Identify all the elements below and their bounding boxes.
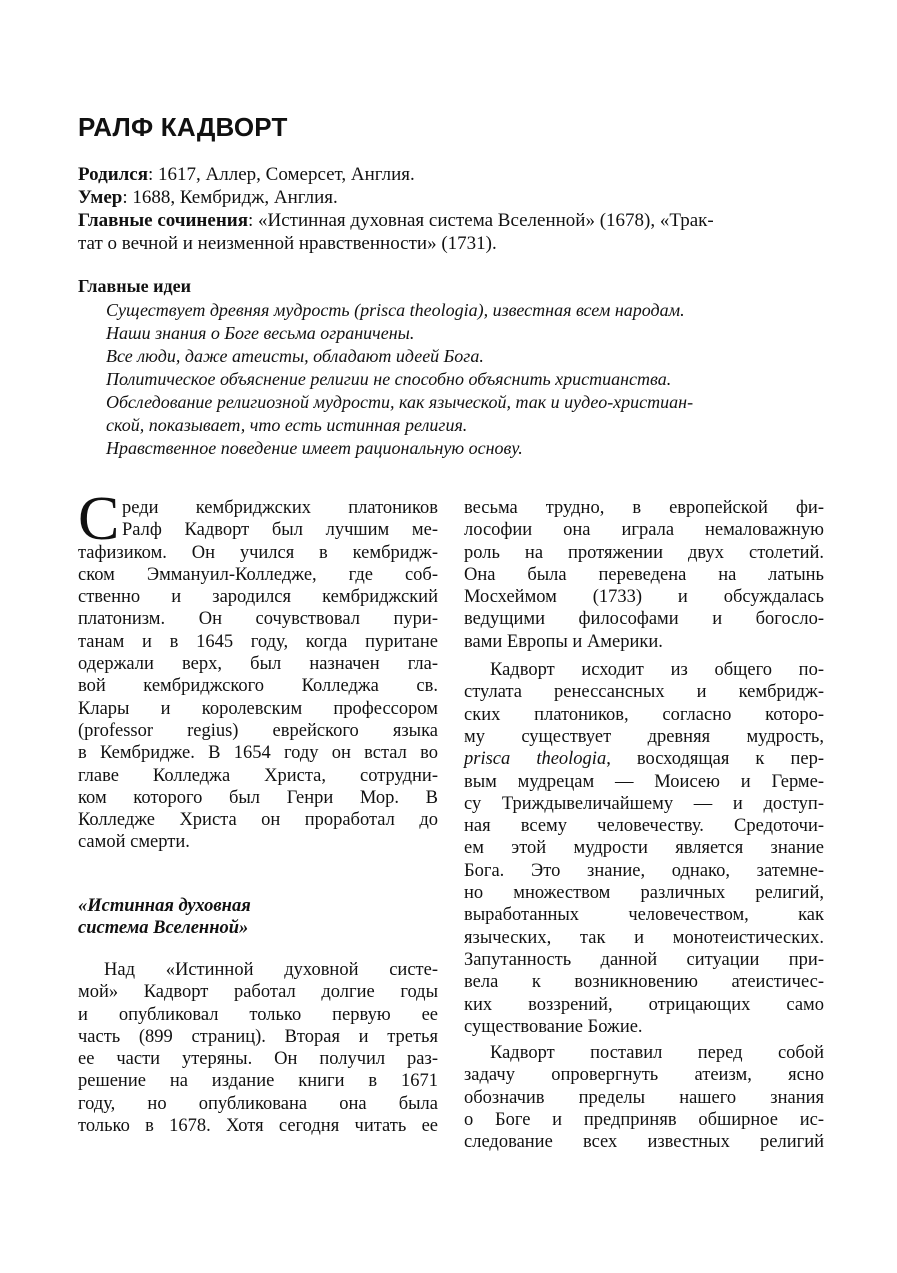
text-line: году, но опубликована она была	[78, 1093, 438, 1114]
works-row-cont	[78, 232, 820, 255]
text-line: Она была переведена на латынь	[464, 564, 824, 585]
text-line: языческих, так и монотеистических.	[464, 927, 824, 948]
italic-term: prisca theologia	[464, 749, 607, 770]
text-line: Кадворт поставил перед собой	[490, 1043, 824, 1064]
text-line: су Триждывеличайшему — и доступ-	[464, 793, 824, 814]
text-line: ее части утеряны. Он получил раз-	[78, 1049, 438, 1070]
text-line: ная всему человечеству. Средоточи-	[464, 816, 824, 837]
text-line: тафизиком. Он учился в кембридж-	[78, 542, 438, 563]
text-line: ком которого был Генри Мор. В	[78, 787, 438, 808]
text-line: Клары и королевским профессором	[78, 698, 438, 719]
born-row	[78, 163, 820, 186]
idea-line: ской, показывает, что есть истинная религия.	[106, 415, 468, 435]
drop-cap: С	[78, 485, 120, 553]
section-heading-line: «Истинная духовная	[78, 896, 251, 916]
text-line: существование Божие.	[464, 1016, 643, 1037]
born-value: : 1617, Аллер, Сомерсет, Англия.	[148, 164, 415, 185]
text-line: Запутанность данной ситуации при-	[464, 949, 824, 970]
idea-line: Наши знания о Боге весьма ограничены.	[106, 323, 415, 343]
text-line: роль на протяжении двух столетий.	[464, 542, 824, 563]
text-line: танам и в 1645 году, когда пуритане	[78, 631, 438, 652]
text-line: Над «Истинной духовной систе-	[104, 960, 438, 980]
left-column-section	[78, 959, 438, 1137]
text-line: Колледже Христа он проработал до	[78, 810, 438, 831]
text-line: задачу опровергнуть атеизм, ясно	[464, 1065, 824, 1086]
text-line: но множеством различных религий,	[464, 883, 824, 904]
section-heading	[78, 895, 251, 939]
text-line: в Кембридже. В 1654 году он встал во	[78, 743, 438, 764]
idea-line: Обследование религиозной мудрости, как языческой, так и иудео-христиан-	[106, 392, 694, 412]
text-line: ем этой мудрости является знание	[464, 838, 824, 859]
text-line: следование всех известных религий	[464, 1132, 824, 1153]
text-line: ведущими философами и богосло-	[464, 609, 824, 630]
text-line: весьма трудно, в европейской фи-	[464, 498, 824, 518]
text-line: Мосхеймом (1733) и обсуждалась	[464, 587, 824, 608]
died-label: Умер	[78, 187, 123, 208]
text-line: вой кембриджского Колледжа св.	[78, 676, 438, 697]
main-ideas-list	[106, 299, 822, 460]
text-line: ском Эммануил-Колледже, где соб-	[78, 564, 438, 585]
text-line-with-italic	[464, 748, 824, 770]
text-line: ских платоников, согласно которо-	[464, 704, 824, 725]
works-value: : «Истинная духовная система Вселенной» (1678), «Трак-	[248, 210, 714, 231]
text-line: одержали верх, был назначен гла-	[78, 654, 438, 675]
text-line: лософии она играла немаловажную	[464, 520, 824, 541]
idea-line: Политическое объяснение религии не способно объяснить христианства.	[106, 369, 672, 389]
text-line: ких воззрений, отрицающих само	[464, 994, 824, 1015]
text-line: реди кембриджских платоников	[122, 498, 438, 518]
text-line: платонизм. Он сочувствовал пури-	[78, 609, 438, 630]
text-line: му существует древняя мудрость,	[464, 726, 824, 747]
text-line: мой» Кадворт работал долгие годы	[78, 982, 438, 1003]
text-line: выработанных человечеством, как	[464, 905, 824, 926]
text-line: о Боге и предприняв обширное ис-	[464, 1110, 824, 1131]
born-label: Родился	[78, 164, 149, 185]
right-column	[464, 497, 824, 1154]
text-line: решение на издание книги в 1671	[78, 1071, 438, 1092]
left-column-intro	[78, 497, 438, 854]
text-line: Бога. Это знание, однако, затемне-	[464, 860, 824, 881]
text-line: только в 1678. Хотя сегодня читать ее	[78, 1116, 438, 1137]
text-line: самой смерти.	[78, 832, 190, 853]
works-label: Главные сочинения	[78, 210, 248, 231]
died-value: : 1688, Кембридж, Англия.	[122, 187, 338, 208]
text-line: стулата ренессансных и кембридж-	[464, 682, 824, 703]
idea-line: Все люди, даже атеисты, обладают идеей Бога.	[106, 346, 484, 366]
text-line: обозначив пределы нашего знания	[464, 1087, 824, 1108]
text-line: часть (899 страниц). Вторая и третья	[78, 1026, 438, 1047]
text-line: (professor regius) еврейского языка	[78, 720, 438, 741]
section-heading-line: система Вселенной»	[78, 918, 249, 938]
works-value-cont: тат о вечной и неизменной нравственности» (1731).	[78, 233, 497, 254]
works-row	[78, 209, 820, 232]
text-line: ственно и зародился кембриджский	[78, 587, 438, 608]
text-line: вела к возникновению атеистичес-	[464, 972, 824, 993]
text-line: и опубликовал только первую ее	[78, 1004, 438, 1025]
text-fragment: , восходящая к пер-	[606, 749, 824, 770]
text-line: вым мудрецам — Моисею и Герме-	[464, 771, 824, 792]
died-row	[78, 186, 820, 209]
page-title: РАЛФ КАДВОРТ	[78, 112, 288, 142]
text-line: главе Колледжа Христа, сотрудни-	[78, 765, 438, 786]
idea-line: Нравственное поведение имеет рациональную основу.	[106, 438, 523, 458]
idea-line: Существует древняя мудрость (prisca theologia), известная всем народам.	[106, 300, 685, 320]
main-ideas-heading: Главные идеи	[78, 276, 191, 296]
text-line: вами Европы и Америки.	[464, 631, 663, 652]
text-line: Ралф Кадворт был лучшим ме-	[122, 520, 438, 541]
biography-meta	[78, 163, 820, 255]
text-line: Кадворт исходит из общего по-	[490, 660, 824, 681]
